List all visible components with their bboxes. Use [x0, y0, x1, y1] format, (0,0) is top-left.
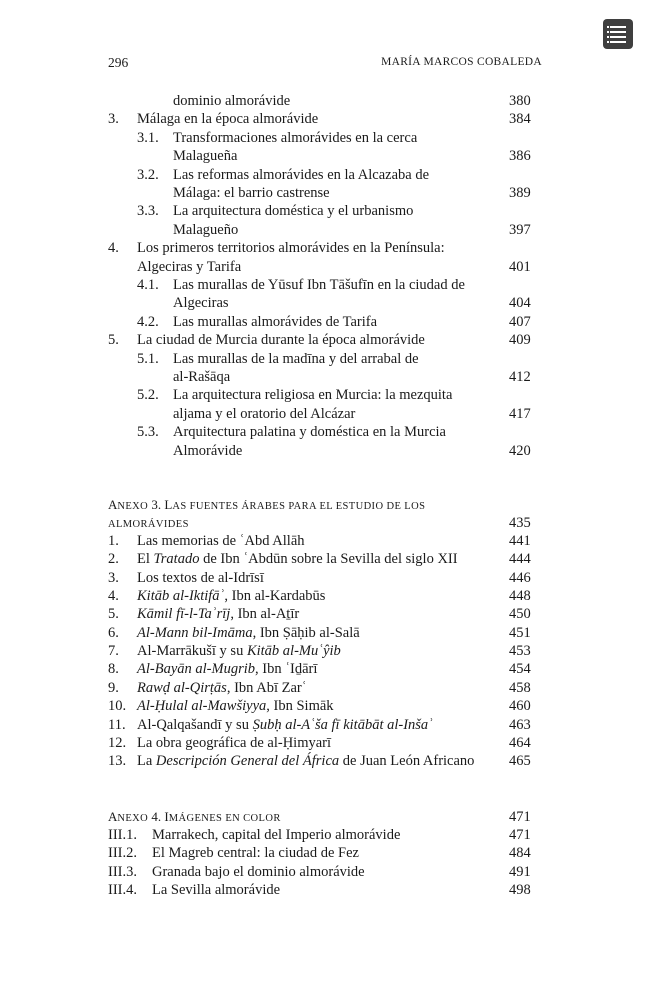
annex3-item-number: 2. — [108, 551, 119, 568]
annex3-item-number: 8. — [108, 661, 119, 678]
annex3-title-b: AS FUENTES ÁRABES PARA EL ESTUDIO DE LOS — [172, 501, 426, 512]
annex3-item-page: 465 — [509, 753, 531, 770]
annex3-item-title — [137, 679, 307, 697]
annex3-item-page: 451 — [509, 624, 531, 641]
toc-entry-number: 4. — [108, 240, 119, 257]
running-head — [108, 55, 542, 73]
toc-entry-title: Las murallas de la madīna y del arrabal de — [173, 350, 419, 367]
toc-entry-number: 5. — [108, 332, 119, 349]
toc-entry-number: 4.2. — [137, 313, 159, 330]
annex3-item-text-italic: Descripción General del África — [155, 753, 340, 770]
annex4-item-page: 471 — [509, 827, 531, 843]
annex3-item-page: 463 — [509, 716, 531, 733]
annex3-item-title — [137, 569, 264, 587]
toc-entry-title: Las reformas almorávides en la Alcazaba de — [173, 166, 430, 183]
toc-entry-page: 409 — [509, 332, 531, 349]
annex3-item-page: 464 — [509, 734, 531, 751]
annex3-item-title — [137, 532, 305, 550]
annex3-item-number: 11. — [108, 716, 126, 733]
annex4-item-page: 498 — [509, 881, 531, 898]
toc-entry-page: 420 — [509, 442, 531, 459]
menu-dot-3 — [607, 36, 609, 38]
toc-entry-title: Las murallas almorávides de Tarifa — [173, 313, 378, 330]
annex4-title-b: MÁGENES EN COLOR — [168, 813, 281, 824]
toc-entry-page: 417 — [509, 405, 531, 422]
annex3-item-number: 3. — [108, 569, 119, 586]
annex3-item-page: 453 — [509, 643, 531, 660]
annex4-item-page: 484 — [509, 845, 531, 862]
annex4-item-title: Granada bajo el dominio almorávide — [152, 863, 365, 880]
toc-entry-title: Algeciras y Tarifa — [137, 258, 242, 275]
toc-entry-title: Málaga: el barrio castrense — [173, 185, 330, 201]
annex4-item-title: El Magreb central: la ciudad de Fez — [152, 845, 359, 862]
annex3-item-text-a: Los textos de al-Idrīsī — [137, 569, 264, 586]
annex3-item-text-italic: Al-Ḥulal al-Mawšiyya — [137, 698, 267, 715]
annex4-item-title: La Sevilla almorávide — [152, 881, 281, 898]
toc-entry-title: La arquitectura doméstica y el urbanismo — [173, 203, 414, 220]
annex4-prefix-rest: NEXO — [117, 813, 149, 824]
menu-bar-2 — [610, 31, 626, 33]
annex3-item-text-c: , Ibn al-Kardabūs — [224, 588, 326, 605]
annex3-item-title — [137, 605, 299, 623]
annex4-item-number: III.3. — [108, 863, 137, 880]
toc-entry-title: Almorávide — [173, 442, 243, 459]
toc-entry-number: 3.1. — [137, 129, 159, 146]
annex3-item-page: 448 — [509, 588, 531, 605]
annex3-item-text-italic: Kāmil fī-l-Taʾrīj — [137, 606, 231, 623]
annex3-item-page: 446 — [509, 569, 531, 586]
toc-entry-title: Transformaciones almorávides en la cerca — [173, 129, 418, 146]
toc-entry-page: 404 — [509, 295, 531, 312]
toc-entry-title: Algeciras — [173, 295, 229, 312]
toc-entry-number: 5.1. — [137, 350, 159, 367]
toc-entry-title: Los primeros territorios almorávides en la Península: — [137, 240, 445, 257]
annex3-item-text-italic: Rawḍ al-Qirṭās — [137, 679, 227, 696]
annex3-item-text-c: de Juan León Africano — [339, 753, 475, 770]
annex3-item-text-c: , Ibn Simāk — [266, 698, 334, 715]
toc-entry-title: La arquitectura religiosa en Murcia: la mezquita — [173, 387, 453, 404]
annex3-item-text-italic: Kitāb al-Muʿŷib — [246, 643, 341, 660]
annex4-item-page: 491 — [509, 863, 531, 880]
menu-bar-3 — [610, 36, 626, 38]
annex3-item-page: 444 — [509, 551, 531, 568]
annex3-item-text-italic: Kitāb al-Iktifāʾ — [137, 588, 225, 605]
menu-bar-4 — [610, 41, 626, 43]
annex3-item-page: 450 — [509, 606, 531, 623]
annex3-item-title — [137, 697, 334, 715]
toc-entry-page: 380 — [509, 93, 531, 109]
toc-entry-page: 401 — [509, 258, 531, 275]
annex3-item-number: 6. — [108, 624, 119, 641]
annex3-item-title — [137, 752, 474, 770]
annex3-item-number: 1. — [108, 533, 119, 549]
toc-entry-page: 407 — [509, 313, 531, 330]
annex3-item-text-c: , Ibn Abī Zarʿ — [226, 679, 307, 696]
annex3-item-number: 5. — [108, 606, 119, 623]
toc-entry-title: Las murallas de Yūsuf Ibn Tāšufīn en la ciudad de — [173, 277, 465, 293]
annex3-item-text-a: El — [137, 551, 154, 568]
annex4-item-title: Marrakech, capital del Imperio almorávide — [152, 827, 401, 843]
toc-entry-title: Arquitectura palatina y doméstica en la Murcia — [173, 424, 446, 441]
annex3-item-page: 454 — [509, 661, 531, 678]
toc-entry-number: 3.3. — [137, 203, 159, 220]
annex3-item-title — [137, 716, 433, 734]
annex3-item-number: 12. — [108, 734, 127, 751]
annex3-item-page: 460 — [509, 698, 531, 715]
toc-entry-title: aljama y el oratorio del Alcázar — [173, 405, 356, 422]
annex3-item-text-c: , Ibn ʿIḏārī — [255, 661, 318, 678]
menu-dot-2 — [607, 31, 609, 33]
toc-entry-number: 3. — [108, 111, 119, 128]
annex4-page: 471 — [509, 809, 531, 825]
annex3-item-text-c: , Ibn Ṣāḥib al-Salā — [252, 624, 360, 641]
toc-entry-title: Malagueña — [173, 148, 238, 165]
toc-entry-page: 389 — [509, 185, 531, 201]
annex3-prefix: A — [108, 497, 118, 512]
annex4-number: 4. — [148, 809, 165, 824]
annex3-prefix-rest: NEXO — [117, 501, 149, 512]
toc-entry-title: Málaga en la época almorávide — [137, 111, 319, 128]
annex3-item-text-a: Al-Marrākušī y su — [137, 643, 247, 660]
annex3-item-number: 13. — [108, 753, 127, 770]
toc-entry-page: 397 — [509, 221, 531, 238]
toc-entry-title: dominio almorávide — [173, 93, 291, 109]
toc-entry-number: 4.1. — [137, 277, 159, 293]
annex3-heading-line2 — [108, 514, 189, 532]
annex3-item-text-a: Las memorias de ʿAbd Allāh — [137, 533, 305, 549]
annex3-page: 435 — [509, 515, 531, 531]
menu-list-icon[interactable] — [603, 19, 633, 49]
annex3-item-title — [137, 550, 458, 568]
annex3-item-page: 458 — [509, 679, 531, 696]
annex3-item-title — [137, 587, 325, 605]
annex3-item-title — [137, 660, 317, 678]
annex3-item-text-italic: Tratado — [153, 551, 200, 568]
annex3-item-text-italic: Al-Bayān al-Mugrib — [137, 661, 255, 678]
annex4-title-a: I — [164, 809, 169, 824]
page-number: 296 — [108, 55, 129, 70]
toc-entry-number: 5.2. — [137, 387, 159, 404]
annex3-title-line2: ALMORÁVIDES — [108, 519, 189, 530]
annex3-item-number: 9. — [108, 679, 119, 696]
annex3-title-a: L — [164, 497, 173, 512]
toc-entry-number: 5.3. — [137, 424, 159, 441]
annex3-heading-line1 — [108, 496, 425, 514]
annex4-heading — [108, 808, 281, 826]
toc-entry-page: 384 — [509, 111, 531, 128]
annex3-item-text-italic: Al-Mann bil-Imāma — [137, 624, 253, 641]
annex3-item-text-c: de Ibn ʿAbdūn sobre la Sevilla del siglo XII — [199, 551, 458, 568]
annex3-item-text-italic: Ṣubḥ al-Aʿša fī kitābāt al-Inšaʾ — [252, 716, 433, 733]
annex3-item-number: 4. — [108, 588, 119, 605]
toc-entry-number: 3.2. — [137, 166, 159, 183]
menu-bar-1 — [610, 26, 626, 28]
annex3-item-number: 7. — [108, 643, 119, 660]
annex3-item-number: 10. — [108, 698, 127, 715]
annex3-item-title — [137, 624, 360, 642]
toc-entry-page: 412 — [509, 369, 531, 385]
annex3-item-title — [137, 734, 331, 752]
annex4-item-number: III.2. — [108, 845, 137, 862]
annex3-item-text-a: La — [137, 753, 156, 770]
annex4-item-number: III.4. — [108, 881, 137, 898]
annex3-item-text-c: , Ibn al-Aṯīr — [230, 606, 300, 623]
annex3-number: 3. — [148, 497, 165, 512]
annex3-item-text-a: La obra geográfica de al-Ḥimyarī — [137, 734, 332, 751]
running-head-author: MARÍA MARCOS COBALEDA — [381, 56, 542, 68]
menu-dot-4 — [607, 41, 609, 43]
toc-entry-title: La ciudad de Murcia durante la época almorávide — [137, 332, 425, 349]
menu-dot-1 — [607, 26, 609, 28]
annex4-item-number: III.1. — [108, 827, 137, 843]
toc-entry-page: 386 — [509, 148, 531, 165]
annex3-item-title — [137, 642, 341, 660]
annex3-item-page: 441 — [509, 533, 531, 549]
toc-entry-title: al-Rašāqa — [173, 369, 231, 385]
annex3-item-text-a: Al-Qalqašandī y su — [137, 716, 253, 733]
toc-entry-title: Malagueño — [173, 221, 239, 238]
annex4-prefix: A — [108, 809, 118, 824]
